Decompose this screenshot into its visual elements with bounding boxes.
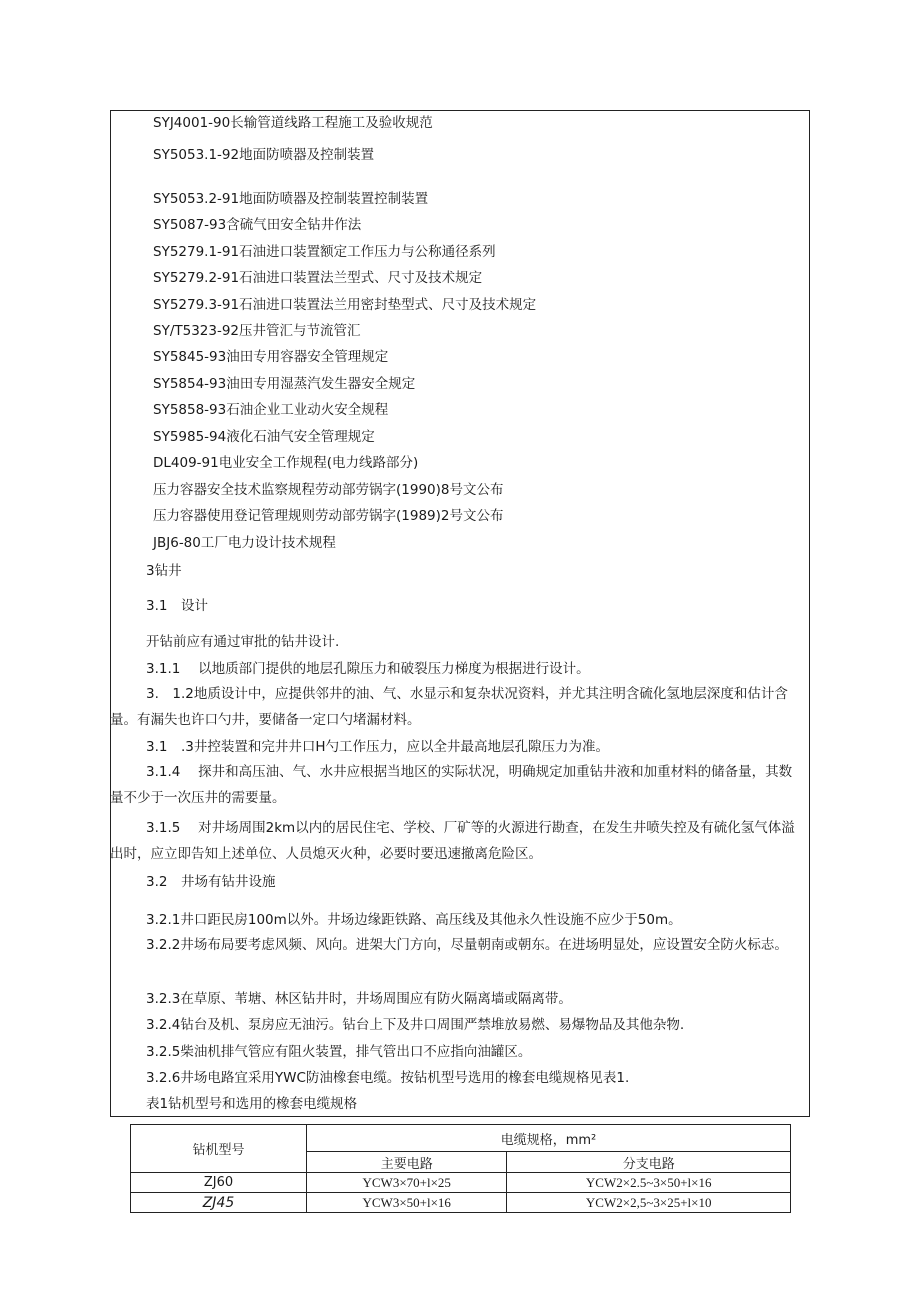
paragraph: 开钻前应有通过审批的钻井设计. — [146, 634, 340, 650]
subsection-heading: 3.1 设计 — [146, 598, 208, 614]
cell-main: YCW3×50+l×16 — [307, 1193, 507, 1213]
cell-branch: YCW2×2,5~3×25+l×10 — [507, 1193, 791, 1213]
standard-item: SY5053.2-91地面防喷器及控制装置控制装置 — [153, 191, 429, 207]
standard-item: 压力容器使用登记管理规则劳动部劳锅字(1989)2号文公布 — [153, 508, 504, 524]
standard-item: SY5087-93含硫气田安全钻井作法 — [153, 217, 362, 233]
subsection-heading: 3.2 井场有钻井设施 — [146, 874, 276, 890]
paragraph: 3.2.2井场布局要考虑风频、风向。进架大门方向，尽量朝南或朝东。在进场明显处，应设置安全防火标志。 — [146, 937, 788, 953]
section-heading: 3钻井 — [146, 563, 182, 579]
standard-item: SY5279.3-91石油进口装置法兰用密封垫型式、尺寸及技术规定 — [153, 297, 537, 313]
standard-item: SY5985-94液化石油气安全管理规定 — [153, 429, 375, 445]
paragraph: 3.2.1井口距民房100m以外。井场边缘距铁路、高压线及其他永久性设施不应少于50m。 — [146, 912, 682, 928]
paragraph: 3.1.1 以地质部门提供的地层孔隙压力和破裂压力梯度为根据进行设计。 — [146, 661, 590, 677]
cable-spec-table — [130, 1124, 791, 1213]
document-frame — [110, 110, 810, 1117]
cell-model: ZJ60 — [131, 1173, 307, 1193]
standard-item: SY5854-93油田专用湿蒸汽发生器安全规定 — [153, 376, 416, 392]
paragraph: 3.2.6井场电路宜采用YWC防油橡套电缆。按钻机型号选用的橡套电缆规格见表1. — [146, 1070, 630, 1086]
standard-item: SY5279.1-91石油进口装置额定工作压力与公称通径系列 — [153, 244, 496, 260]
paragraph: 3.1.4 探井和高压油、气、水井应根据当地区的实际状况，明确规定加重钻井液和加重材料的储备量，其数量不少于一次压井的需要量。 — [110, 764, 793, 806]
standard-item: SY5279.2-91石油进口装置法兰型式、尺寸及技术规定 — [153, 270, 483, 286]
cell-main: YCW3×70+l×25 — [307, 1173, 507, 1193]
standard-item: SYJ4001-90长输管道线路工程施工及验收规范 — [153, 115, 433, 131]
table-row — [131, 1193, 791, 1213]
table-caption: 表1钻机型号和选用的橡套电缆规格 — [146, 1096, 358, 1112]
header-branch-circuit: 分支电路 — [507, 1152, 791, 1173]
paragraph: 3.2.5柴油机排气管应有阻火装置，排气管出口不应指向油罐区。 — [146, 1044, 532, 1060]
paragraph: 3.2.3在草原、苇塘、林区钻井时，井场周围应有防火隔离墙或隔离带。 — [146, 991, 572, 1007]
standard-item: 压力容器安全技术监察规程劳动部劳锅字(1990)8号文公布 — [153, 482, 504, 498]
cell-branch: YCW2×2.5~3×50+l×16 — [507, 1173, 791, 1193]
header-model: 钻机型号 — [131, 1125, 307, 1173]
standard-item: JBJ6-80工厂电力设计技术规程 — [153, 535, 336, 551]
standard-item: SY/T5323-92压井管汇与节流管汇 — [153, 323, 361, 339]
standard-item: SY5845-93油田专用容器安全管理规定 — [153, 349, 389, 365]
header-main-circuit: 主要电路 — [307, 1152, 507, 1173]
cell-model: ZJ45 — [131, 1193, 307, 1213]
header-cable-spec: 电缆规格，mm² — [307, 1125, 791, 1152]
table-row — [131, 1173, 791, 1193]
paragraph: 3.1 .3井控装置和完井井口H勺工作压力，应以全井最高地层孔隙压力为准。 — [146, 739, 610, 755]
paragraph: 3.2.4钻台及机、泵房应无油污。钻台上下及井口周围严禁堆放易燃、易爆物品及其他杂物. — [146, 1017, 685, 1033]
paragraph: 3. 1.2地质设计中，应提供邻井的油、气、水显示和复杂状况资料，并尤其注明含硫化氢地层深度和估计含量。有漏失也许口勺井，要储备一定口勺堵漏材料。 — [110, 686, 788, 728]
paragraph: 3.1.5 对井场周围2km以内的居民住宅、学校、厂矿等的火源进行勘查，在发生井喷失控及有硫化氢气体溢出时，应立即告知上述单位、人员熄灭火种，必要时要迅速撤离危险区。 — [110, 820, 795, 862]
standard-item: SY5858-93石油企业工业动火安全规程 — [153, 402, 389, 418]
standard-item: DL409-91电业安全工作规程(电力线路部分) — [153, 455, 419, 471]
standard-item: SY5053.1-92地面防喷器及控制装置 — [153, 147, 375, 163]
